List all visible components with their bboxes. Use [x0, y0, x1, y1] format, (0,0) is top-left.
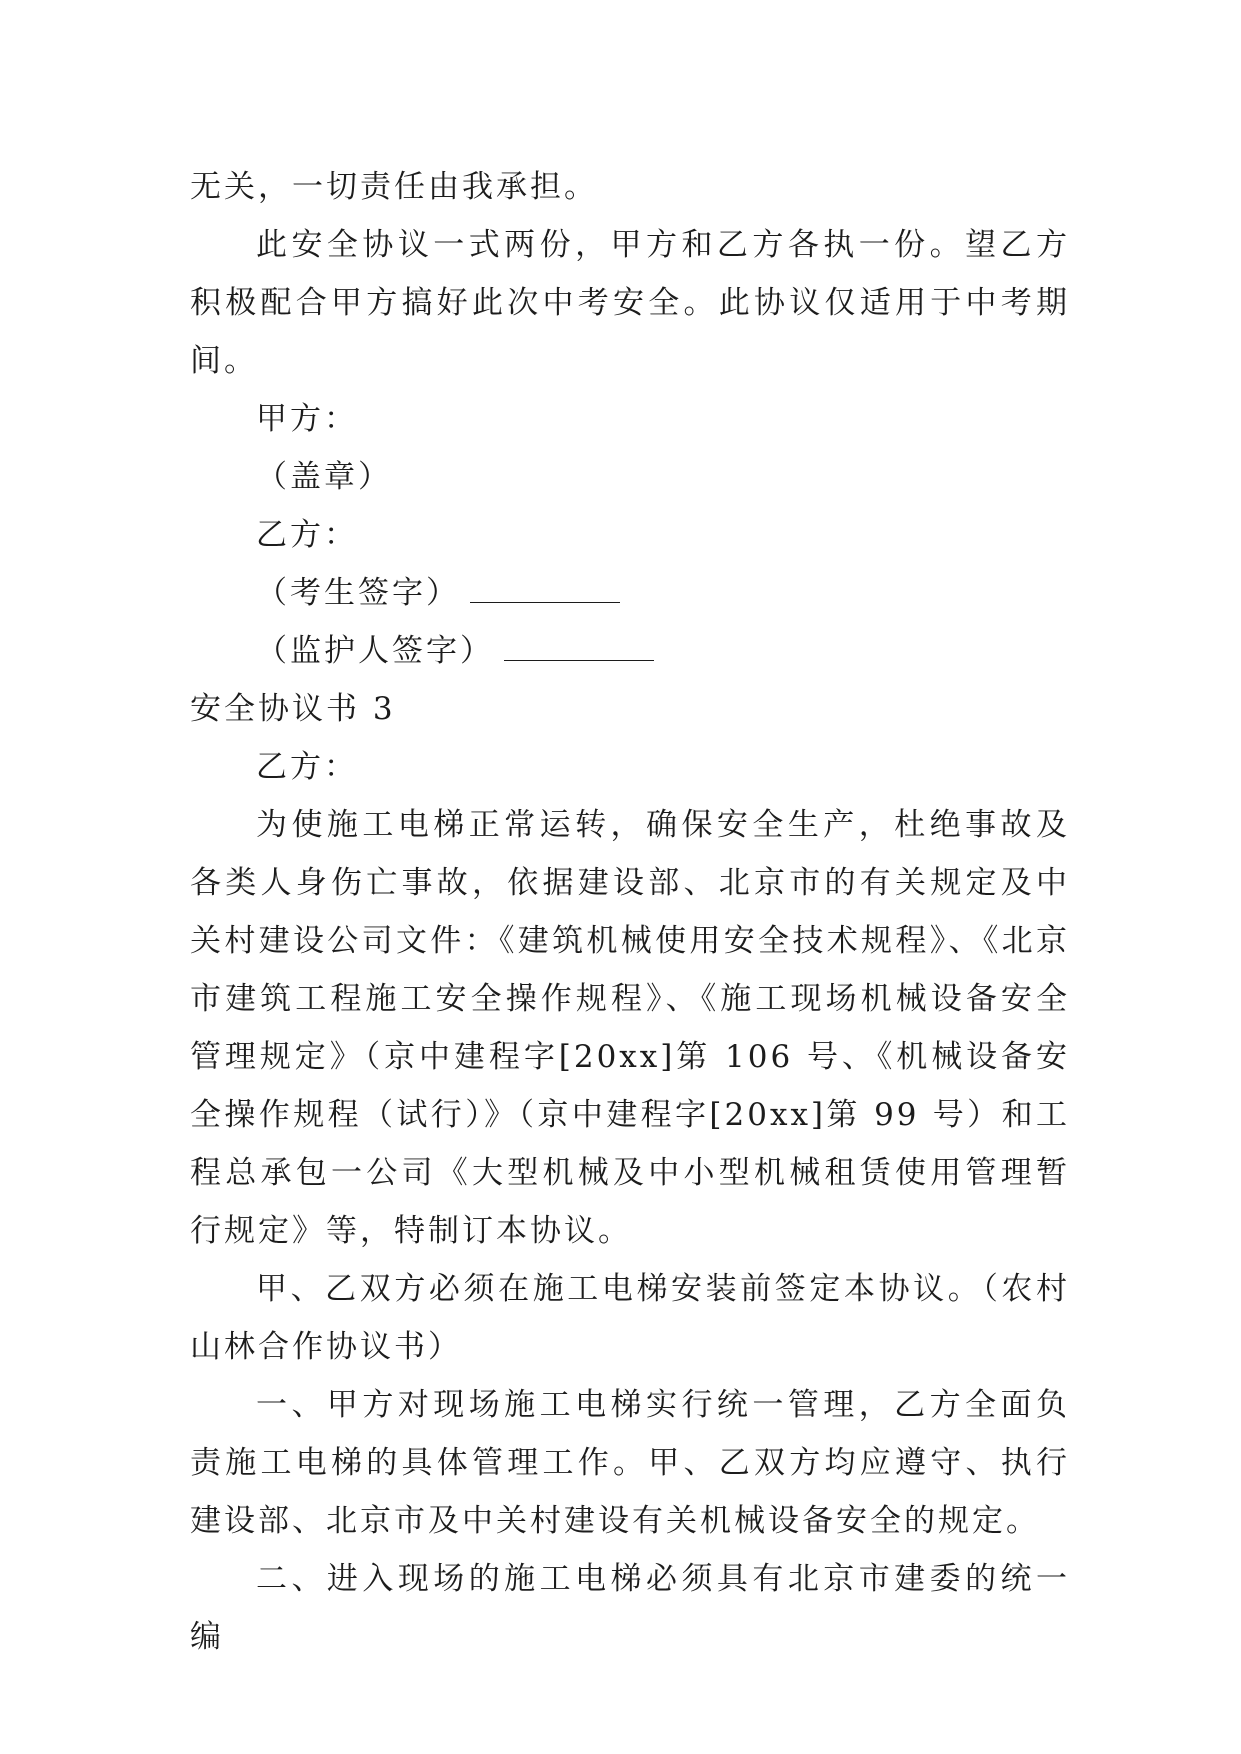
document-body [190, 158, 1070, 1666]
paragraph-copies-clause: 此安全协议一式两份，甲方和乙方各执一份。望乙方积极配合甲方搞好此次中考安全。此协议仅适用于中考期间。 [190, 227, 1070, 379]
paragraph-signing: 甲、乙双方必须在施工电梯安装前签定本协议。（农村山林合作协议书） [190, 1271, 1070, 1365]
paragraph-continuation: 无关，一切责任由我承担。 [190, 169, 598, 205]
student-signature-line [190, 564, 1070, 622]
section-heading: 安全协议书 3 [190, 691, 396, 727]
guardian-signature-line [190, 622, 1070, 680]
party-a-label: 甲方： [256, 401, 358, 437]
guardian-signature-blank [504, 659, 654, 661]
seal-label: （盖章） [256, 459, 392, 495]
guardian-signature-label: （监护人签字） [256, 633, 494, 669]
paragraph-purpose: 为使施工电梯正常运转，确保安全生产，杜绝事故及各类人身伤亡事故，依据建设部、北京市的有关规定及中关村建设公司文件：《建筑机械使用安全技术规程》、《北京市建筑工程施工安全操作规程》、《施工现场机械设备安全管理规定》（京中建程字[20xx]第 106 号、《机械设备安全操作规程（试行）》（京中建程字[20xx]第 99 号）和工程总承包一公司《大型机械及中小型机械租赁使用管理暂行规定》等，特制订本协议。 [190, 807, 1070, 1249]
party-b-label: 乙方： [256, 517, 358, 553]
student-signature-label: （考生签字） [256, 575, 460, 611]
student-signature-blank [470, 601, 620, 603]
paragraph-clause-2: 二、进入现场的施工电梯必须具有北京市建委的统一编 [190, 1561, 1070, 1655]
paragraph-clause-1: 一、甲方对现场施工电梯实行统一管理，乙方全面负责施工电梯的具体管理工作。甲、乙双方均应遵守、执行建设部、北京市及中关村建设有关机械设备安全的规定。 [190, 1387, 1070, 1539]
party-b-label-2: 乙方： [256, 749, 358, 785]
